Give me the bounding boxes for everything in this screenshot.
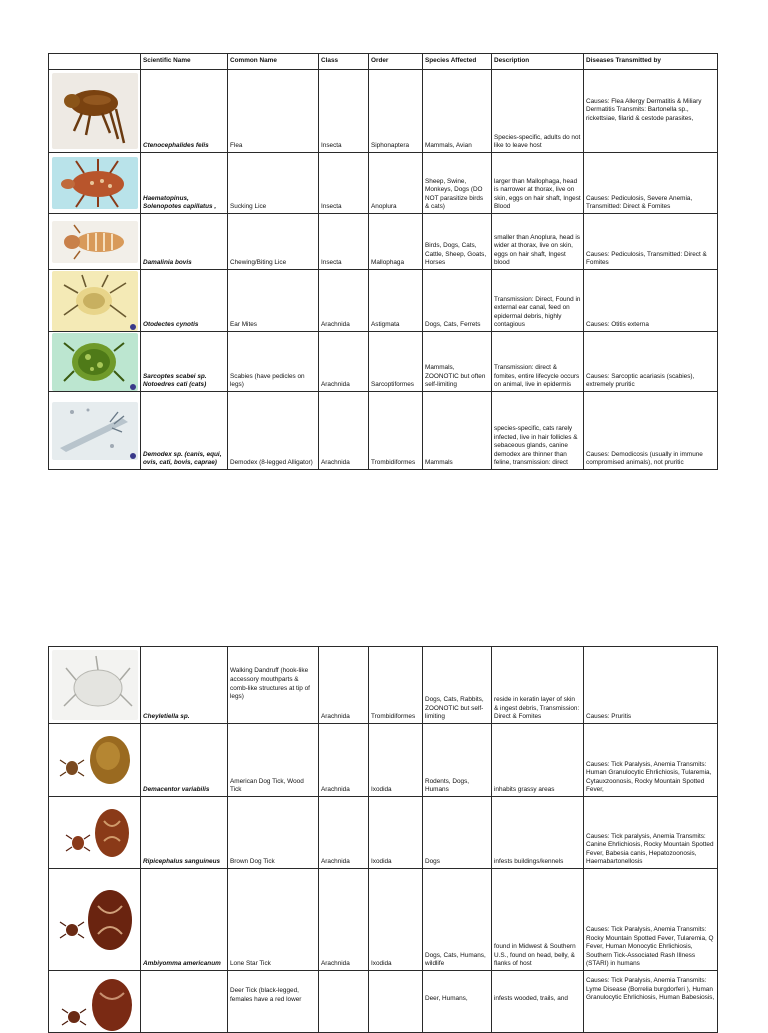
- species-affected: Dogs, Cats, Humans, wildlife: [423, 869, 492, 971]
- header-species-affected: Species Affected: [423, 54, 492, 70]
- order: Trombidiformes: [369, 392, 423, 470]
- common-name: Flea: [228, 70, 319, 153]
- table-row: [49, 797, 718, 869]
- scientific-name: Ctenocephalides felis: [141, 70, 228, 153]
- class: Insecta: [319, 153, 369, 214]
- common-name: Demodex (8-legged Alligator): [228, 392, 319, 470]
- diseases: Causes: Pediculosis, Transmitted: Direct & Fomites: [584, 214, 718, 270]
- description: species-specific, cats rarely infected, live in hair follicles & sebaceous glands, canine demodex are thinner than feline, transmission: direct: [492, 392, 584, 470]
- table-row: [49, 724, 718, 797]
- class: Arachnida: [319, 724, 369, 797]
- scabies-mite-photo: [49, 332, 141, 392]
- common-name: Walking Dandruff (hook-like accessory mouthparts & comb-like structures at tip of legs): [228, 647, 319, 724]
- class: Arachnida: [319, 797, 369, 869]
- common-name: Chewing/Biting Lice: [228, 214, 319, 270]
- description: Transmission: direct & fomites, entire lifecycle occurs on animal, live in epidermis: [492, 332, 584, 392]
- common-name: American Dog Tick, Wood Tick: [228, 724, 319, 797]
- table-header-row: [49, 54, 718, 70]
- common-name: Deer Tick (black-legged, females have a red lower: [228, 971, 319, 1033]
- header-scientific-name: Scientific Name: [141, 54, 228, 70]
- table-row: [49, 392, 718, 470]
- diseases: Causes: Flea Allergy Dermatitis & Miliary Dermatitis Transmits: Bartonella sp., rickettsiae, filarid & cestode parasites,: [584, 70, 718, 153]
- scientific-name: Ripicephalus sanguineus: [141, 797, 228, 869]
- chewing-louse-photo: [49, 214, 141, 270]
- order: Ixodida: [369, 724, 423, 797]
- table-row: [49, 332, 718, 392]
- common-name: Lone Star Tick: [228, 869, 319, 971]
- table-row: [49, 971, 718, 1033]
- order: Astigmata: [369, 270, 423, 332]
- species-affected: Mammals, ZOONOTIC but often self-limiting: [423, 332, 492, 392]
- sucking-louse-photo: [49, 153, 141, 214]
- scientific-name: Haematopinus, Solenopotes capillatus ,: [141, 153, 228, 214]
- diseases: Causes: Tick paralysis, Anemia Transmits: Canine Ehrlichiosis, Rocky Mountain Spotted Fever, Babesia canis, Hepatozoonosis, Haemabartonellosis: [584, 797, 718, 869]
- order: Ixodida: [369, 797, 423, 869]
- scientific-name: Damalinia bovis: [141, 214, 228, 270]
- scientific-name: [141, 971, 228, 1033]
- header-image: [49, 54, 141, 70]
- species-affected: Dogs, Cats, Rabbits, ZOONOTIC but self-limiting: [423, 647, 492, 724]
- ear-mite-photo: [49, 270, 141, 332]
- species-affected: Dogs: [423, 797, 492, 869]
- species-affected: Mammals, Avian: [423, 70, 492, 153]
- common-name: Scabies (have pedicles on legs): [228, 332, 319, 392]
- description: Transmission: Direct, Found in external ear canal, feed on epidermal debris, highly contagious: [492, 270, 584, 332]
- header-class: Class: [319, 54, 369, 70]
- scientific-name: Ambiyomma americanum: [141, 869, 228, 971]
- diseases: Causes: Pruritis: [584, 647, 718, 724]
- diseases: Causes: Pediculosis, Severe Anemia, Transmitted: Direct & Fomites: [584, 153, 718, 214]
- species-affected: Mammals: [423, 392, 492, 470]
- diseases: Causes: Tick Paralysis, Anemia Transmits: Human Granulocytic Ehrlichiosis, Tularemia, Cytauxzoonosis, Rocky Mountain Spotted Fever,: [584, 724, 718, 797]
- order: Anoplura: [369, 153, 423, 214]
- species-affected: Birds, Dogs, Cats, Cattle, Sheep, Goats, Horses: [423, 214, 492, 270]
- description: infests buildings/kennels: [492, 797, 584, 869]
- demodex-mite-photo: [49, 392, 141, 470]
- deer-tick-photo: [49, 971, 141, 1033]
- header-description: Description: [492, 54, 584, 70]
- header-common-name: Common Name: [228, 54, 319, 70]
- header-order: Order: [369, 54, 423, 70]
- class: [319, 971, 369, 1033]
- species-affected: Deer, Humans,: [423, 971, 492, 1033]
- scientific-name: Otodectes cynotis: [141, 270, 228, 332]
- common-name: Sucking Lice: [228, 153, 319, 214]
- diseases: Causes: Tick Paralysis, Anemia Transmits: Lyme Disease (Borrelia burgdorferi ), Human Granulocytic Ehrlichiosis, Human Babesiosis,: [584, 971, 718, 1033]
- table-row: [49, 869, 718, 971]
- scientific-name: Cheyletiella sp.: [141, 647, 228, 724]
- scientific-name: Sarcoptes scabei sp. Notoedres cati (cats): [141, 332, 228, 392]
- common-name: Ear Mites: [228, 270, 319, 332]
- parasite-table-2: [48, 646, 718, 1033]
- header-diseases: Diseases Transmitted by: [584, 54, 718, 70]
- diseases: Causes: Otitis externa: [584, 270, 718, 332]
- table-row: [49, 70, 718, 153]
- order: Trombidiformes: [369, 647, 423, 724]
- scientific-name: Demodex sp. (canis, equi, ovis, cati, bovis, caprae): [141, 392, 228, 470]
- diseases: Causes: Demodicosis (usually in immune compromised animals), not pruritic: [584, 392, 718, 470]
- table-row: [49, 270, 718, 332]
- class: Arachnida: [319, 332, 369, 392]
- description: found in Midwest & Southern U.S., found on head, belly, & flanks of host: [492, 869, 584, 971]
- class: Insecta: [319, 214, 369, 270]
- american-dog-tick-photo: [49, 724, 141, 797]
- scientific-name: Demacentor variabilis: [141, 724, 228, 797]
- table-row: [49, 647, 718, 724]
- flea-photo: [49, 70, 141, 153]
- cheyletiella-mite-photo: [49, 647, 141, 724]
- order: Ixodida: [369, 869, 423, 971]
- diseases: Causes: Sarcoptic acariasis (scabies), extremely pruritic: [584, 332, 718, 392]
- diseases: Causes: Tick Paralysis, Anemia Transmits: Rocky Mountain Spotted Fever, Tularemia, Q Fever, Human Monocytic Ehrlichiosis, Southern Tick-Associated Rash Illness (STARI) in humans: [584, 869, 718, 971]
- description: inhabits grassy areas: [492, 724, 584, 797]
- order: Siphonaptera: [369, 70, 423, 153]
- table-row: [49, 214, 718, 270]
- class: Insecta: [319, 70, 369, 153]
- class: Arachnida: [319, 270, 369, 332]
- common-name: Brown Dog Tick: [228, 797, 319, 869]
- parasite-table-1: [48, 53, 718, 470]
- description: larger than Mallophaga, head is narrower at thorax, live on skin, eggs on hair shaft, Ingest Blood: [492, 153, 584, 214]
- species-affected: Dogs, Cats, Ferrets: [423, 270, 492, 332]
- brown-dog-tick-photo: [49, 797, 141, 869]
- description: smaller than Anoplura, head is wider at thorax, live on skin, eggs on hair shaft, Ingest blood: [492, 214, 584, 270]
- order: Mallophaga: [369, 214, 423, 270]
- species-affected: Rodents, Dogs, Humans: [423, 724, 492, 797]
- lone-star-tick-photo: [49, 869, 141, 971]
- description: infests wooded, trails, and: [492, 971, 584, 1033]
- class: Arachnida: [319, 647, 369, 724]
- description: reside in keratin layer of skin & ingest debris, Transmission: Direct & Fomites: [492, 647, 584, 724]
- description: Species-specific, adults do not like to leave host: [492, 70, 584, 153]
- table-row: [49, 153, 718, 214]
- order: Sarcoptiformes: [369, 332, 423, 392]
- species-affected: Sheep, Swine, Monkeys, Dogs (DO NOT parasitize birds & cats): [423, 153, 492, 214]
- class: Arachnida: [319, 869, 369, 971]
- order: [369, 971, 423, 1033]
- class: Arachnida: [319, 392, 369, 470]
